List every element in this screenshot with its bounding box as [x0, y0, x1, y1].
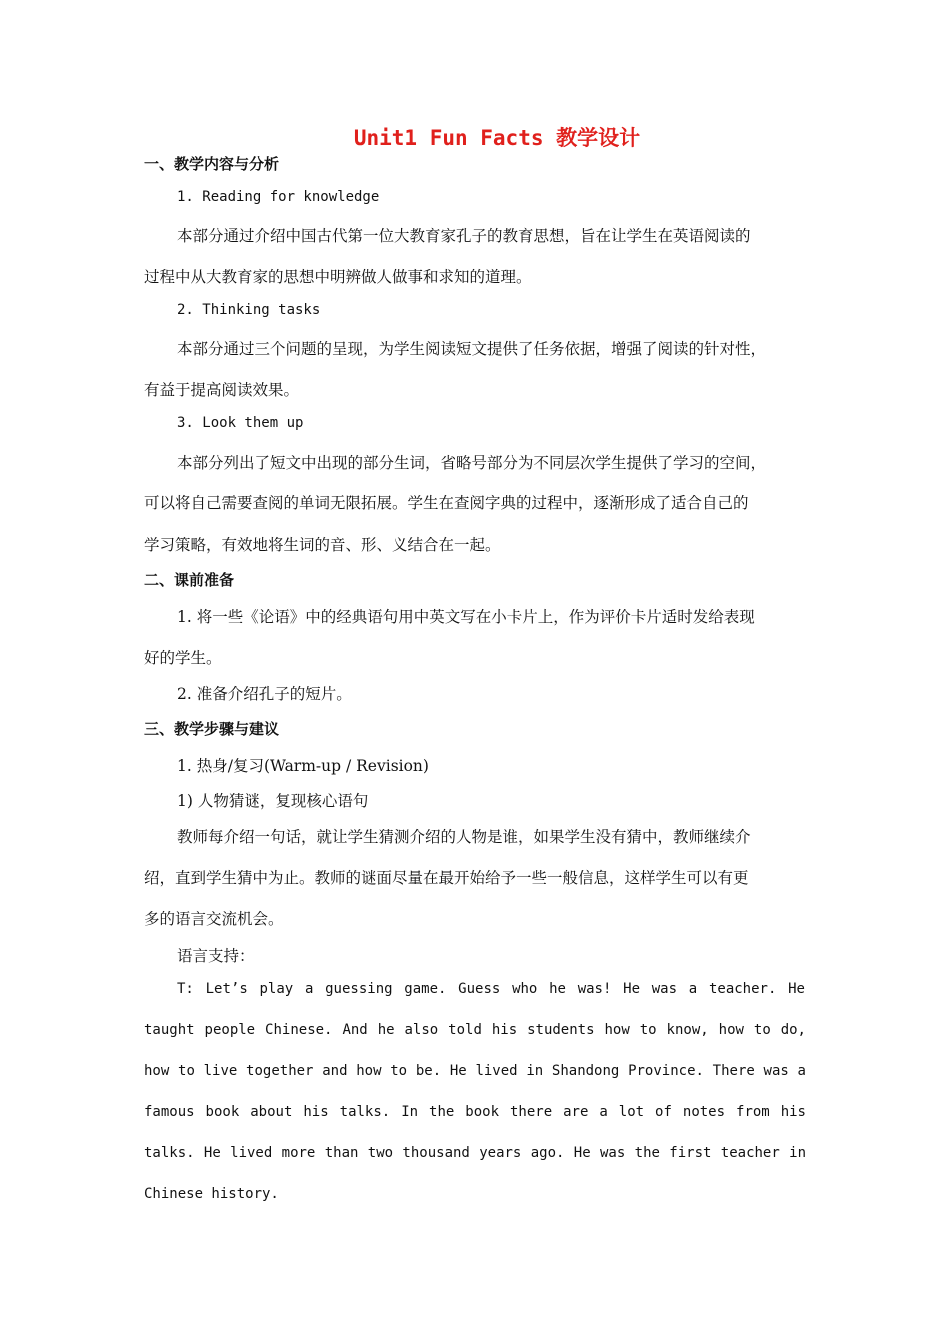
document-title: Unit1 Fun Facts 教学设计: [353, 126, 641, 150]
paragraph-line: 好的学生。: [144, 649, 222, 667]
paragraph-line: 多的语言交流机会。: [144, 910, 284, 928]
list-item: 1. Reading for knowledge: [177, 189, 380, 205]
list-item: 1. 热身/复习(Warm-up / Revision): [177, 757, 429, 775]
paragraph-line: 本部分通过三个问题的呈现，为学生阅读短文提供了任务依据，增强了阅读的针对性，: [177, 340, 767, 358]
section-heading: 一、教学内容与分析: [144, 155, 280, 173]
paragraph-line: 本部分通过介绍中国古代第一位大教育家孔子的教育思想，旨在让学生在英语阅读的: [177, 227, 751, 245]
paragraph-line: 本部分列出了短文中出现的部分生词，省略号部分为不同层次学生提供了学习的空间，: [177, 454, 767, 472]
example-line: taught people Chinese. And he also told his students how to know, how to do,: [144, 1022, 806, 1038]
paragraph-line: 绍，直到学生猜中为止。教师的谜面尽量在最开始给予一些一般信息，这样学生可以有更: [144, 869, 749, 887]
example-line: famous book about his talks. In the book there are a lot of notes from his: [144, 1104, 806, 1120]
list-item: 1) 人物猜谜，复现核心语句: [177, 792, 369, 810]
list-item: 3. Look them up: [177, 415, 304, 431]
paragraph-line: 过程中从大教育家的思想中明辨做人做事和求知的道理。: [144, 268, 532, 286]
list-item: 2. Thinking tasks: [177, 302, 321, 318]
section-heading: 二、课前准备: [144, 571, 235, 589]
example-line: Chinese history.: [144, 1186, 279, 1202]
paragraph-line: 1. 将一些《论语》中的经典语句用中英文写在小卡片上，作为评价卡片适时发给表现: [177, 608, 755, 626]
example-line: how to live together and how to be. He lived in Shandong Province. There was a: [144, 1063, 806, 1079]
example-line: T: Let’s play a guessing game. Guess who he was! He was a teacher. He: [177, 981, 805, 997]
paragraph-line: 可以将自己需要查阅的单词无限拓展。学生在查阅字典的过程中，逐渐形成了适合自己的: [144, 494, 749, 512]
example-line: talks. He lived more than two thousand years ago. He was the first teacher in: [144, 1145, 806, 1161]
section-heading: 三、教学步骤与建议: [144, 720, 280, 738]
paragraph-line: 教师每介绍一句话，就让学生猜测介绍的人物是谁，如果学生没有猜中，教师继续介: [177, 828, 751, 846]
paragraph-line: 有益于提高阅读效果。: [144, 381, 300, 399]
paragraph-line: 2. 准备介绍孔子的短片。: [177, 685, 352, 703]
support-label: 语言支持：: [177, 947, 255, 965]
paragraph-line: 学习策略，有效地将生词的音、形、义结合在一起。: [144, 536, 501, 554]
